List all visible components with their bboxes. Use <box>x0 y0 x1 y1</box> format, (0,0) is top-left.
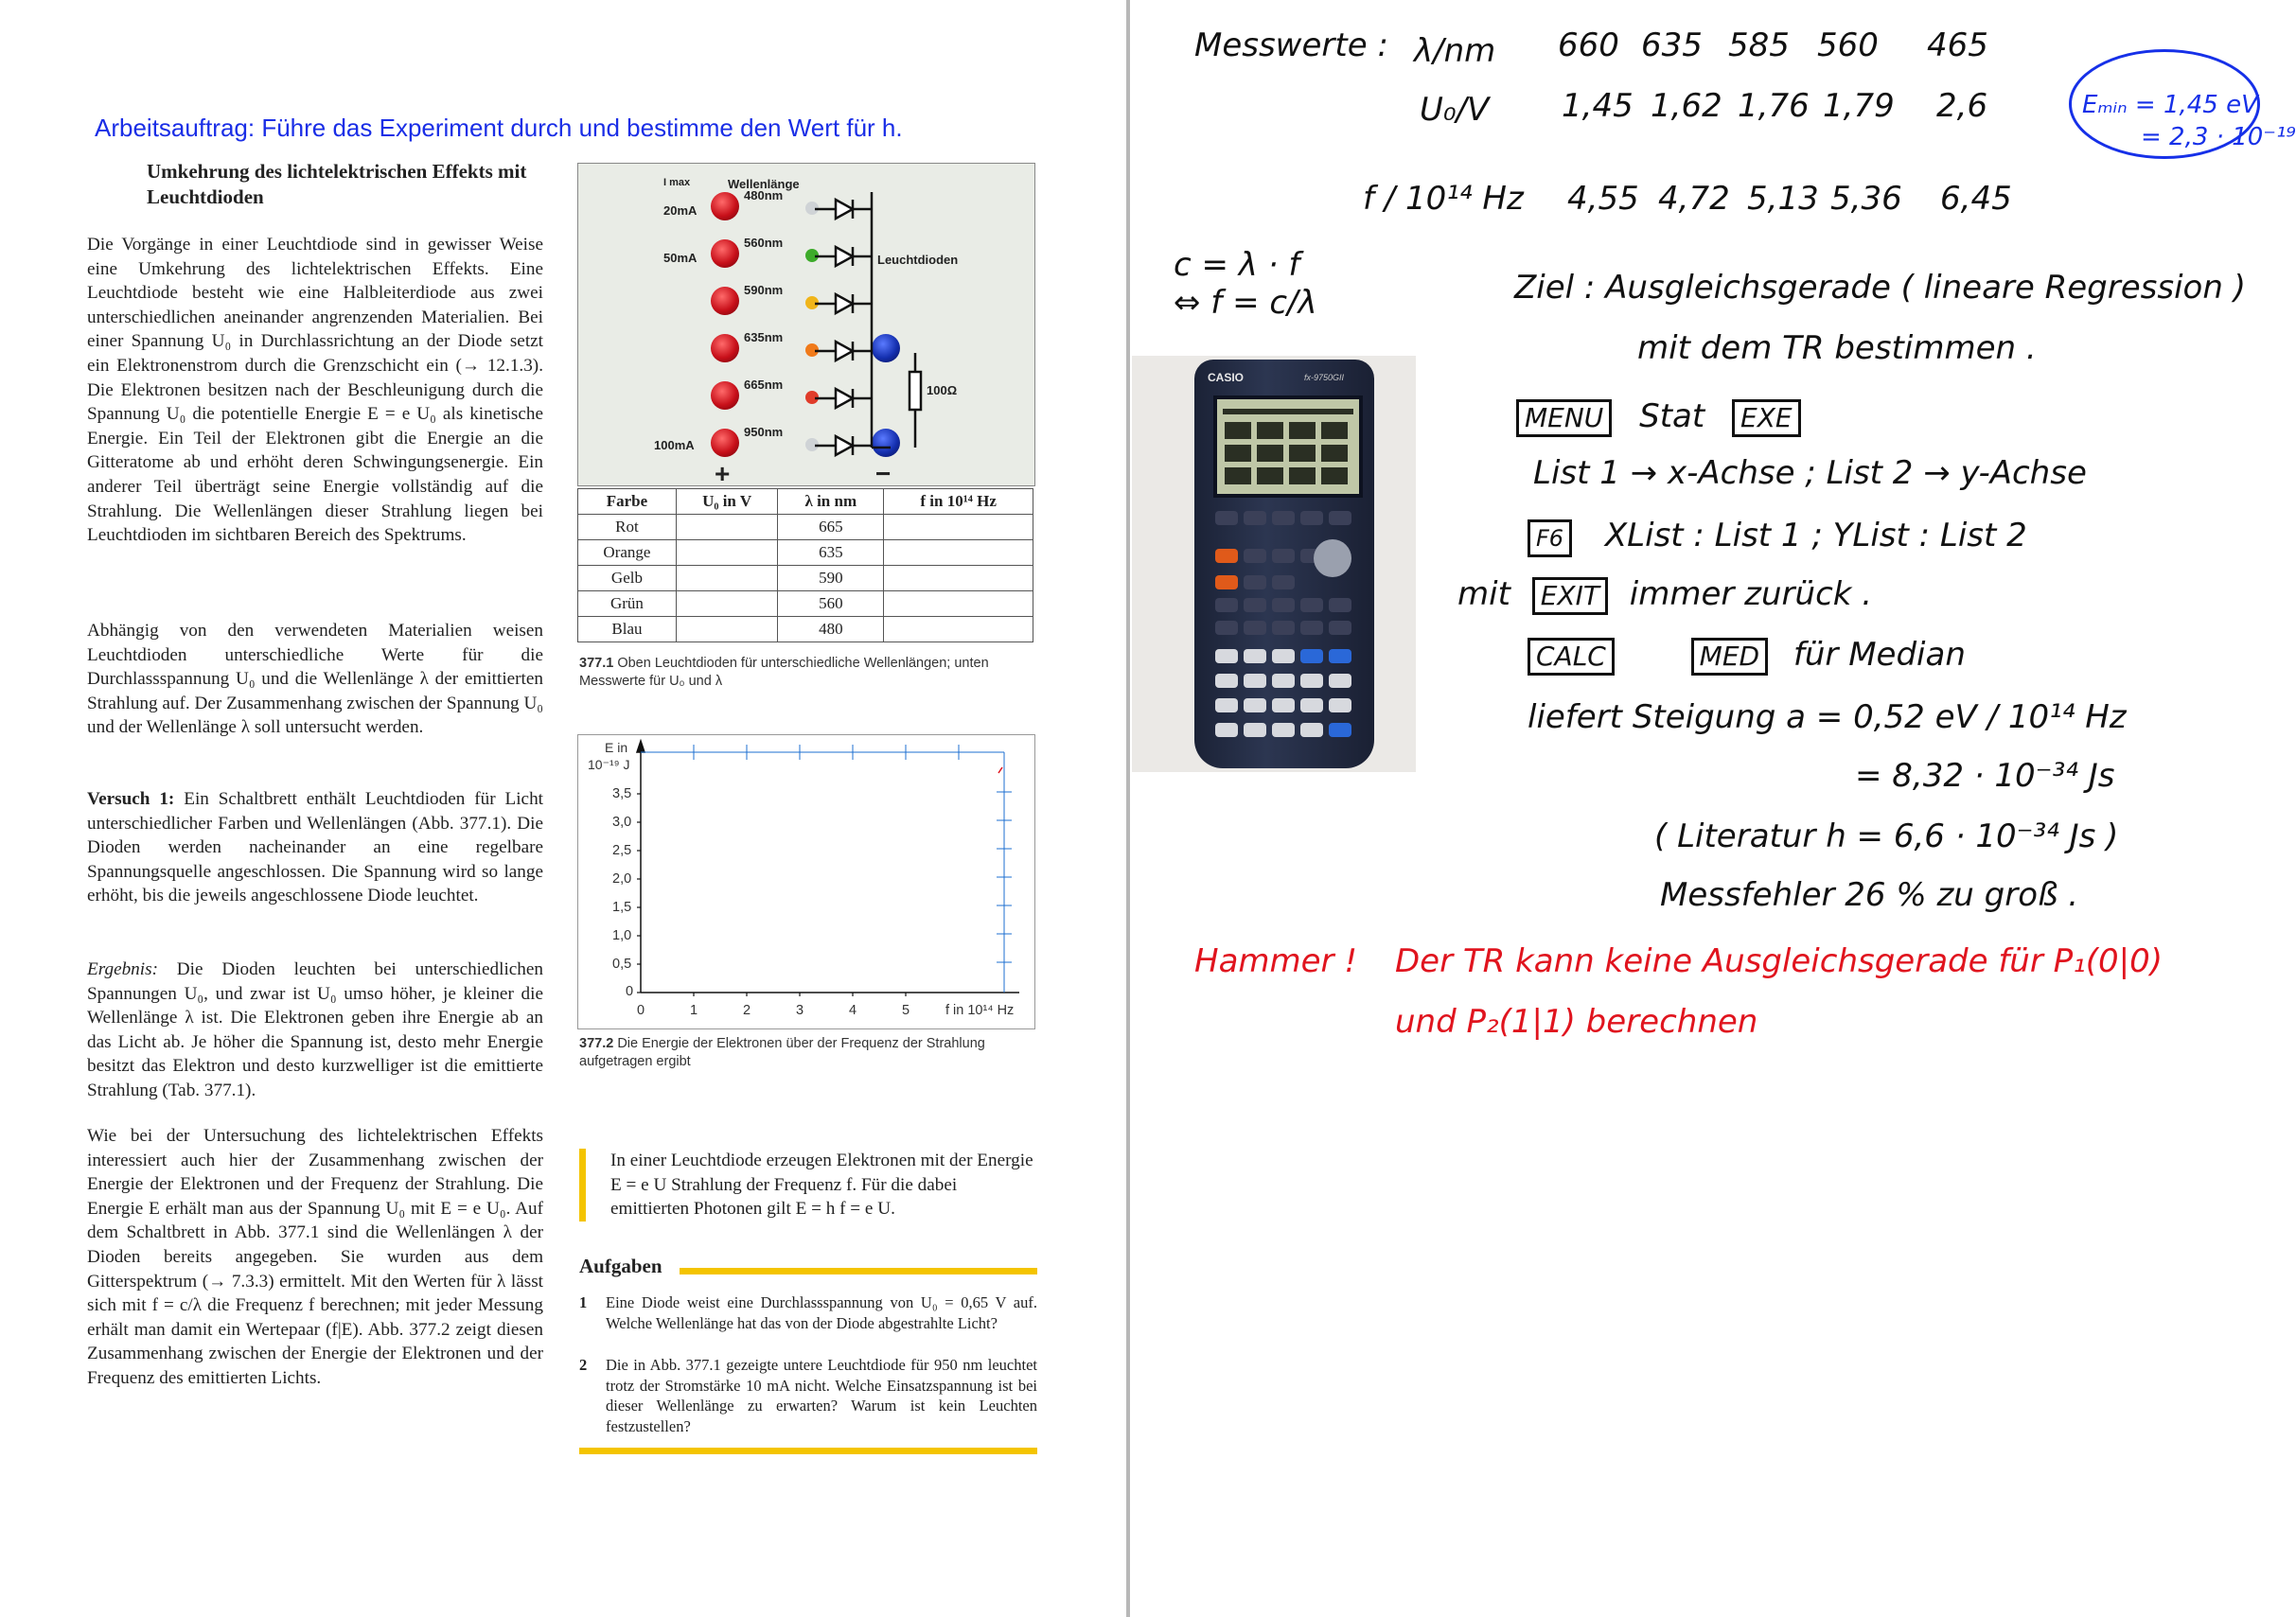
f-value: 6,45 <box>1940 180 2012 218</box>
red-note-line-2: und P₂(1|1) berechnen <box>1395 1003 1758 1041</box>
ziel-line: Ziel : Ausgleichsgerade ( lineare Regression ) <box>1514 269 2246 307</box>
socket-590 <box>711 287 739 315</box>
key <box>1215 621 1238 635</box>
current-100ma: 100mA <box>654 438 695 452</box>
u0-value: 2,6 <box>1936 87 1988 125</box>
y-tick: 3,0 <box>612 815 632 830</box>
cell: Blau <box>578 617 677 642</box>
cell <box>884 617 1033 642</box>
key <box>1215 598 1238 612</box>
key <box>1244 549 1266 563</box>
key <box>1244 649 1266 663</box>
y-tick: 2,0 <box>612 871 632 887</box>
socket-665 <box>711 381 739 410</box>
lambda-value: 635 <box>1641 26 1703 64</box>
key <box>1244 674 1266 688</box>
x-tick: 1 <box>690 1003 698 1018</box>
emin-line-2: = 2,3 · 10⁻¹⁹ <box>2141 123 2296 151</box>
task-number: 1 <box>579 1293 588 1311</box>
key-ac <box>1329 649 1351 663</box>
col-f: f in 10¹⁴ Hz <box>884 489 1033 515</box>
calculator-dpad <box>1314 539 1351 577</box>
task-text: Eine Diode weist eine Durchlassspannung von U₀ = 0,65 V auf. Welche Wellenlänge hat das von der Diode abgestrahlte Licht? <box>606 1293 1037 1332</box>
key <box>1215 698 1238 712</box>
xlist-ylist-line <box>1528 517 2027 557</box>
key <box>1272 621 1295 635</box>
col-farbe: Farbe <box>578 489 677 515</box>
lambda-label: λ/nm <box>1414 32 1496 70</box>
key <box>1272 698 1295 712</box>
assignment-text: Arbeitsauftrag: Führe das Experiment durch und bestimme den Wert für h. <box>95 114 903 142</box>
caption-377-1 <box>579 655 1033 691</box>
cell <box>884 540 1033 566</box>
key-shift <box>1215 549 1238 563</box>
key <box>1244 598 1266 612</box>
key <box>1215 649 1238 663</box>
error-line: Messfehler 26 % zu groß . <box>1660 876 2079 914</box>
measurement-table <box>577 488 1033 642</box>
cell <box>676 617 777 642</box>
diode-circuit-icon <box>815 183 928 466</box>
mit-text: mit <box>1457 575 1510 613</box>
led-board-photo <box>577 163 1035 486</box>
table-header-row <box>578 489 1033 515</box>
energy-frequency-graph <box>577 734 1035 1029</box>
cell: 665 <box>778 515 884 540</box>
task-number: 2 <box>579 1356 588 1374</box>
key <box>1300 598 1323 612</box>
col-lambda: λ in nm <box>778 489 884 515</box>
wl-950: 950nm <box>744 425 784 439</box>
cell <box>676 566 777 591</box>
exe-key-label: EXE <box>1732 399 1801 437</box>
table-row <box>578 566 1033 591</box>
key-del <box>1300 649 1323 663</box>
plus-terminal: + <box>715 459 731 488</box>
calculator-brand: CASIO <box>1208 371 1245 384</box>
y-tick: 0 <box>626 984 634 999</box>
f-value: 5,13 <box>1747 180 1819 218</box>
wl-560: 560nm <box>744 236 784 250</box>
key-exe <box>1329 723 1351 737</box>
wavelength-heading: Wellenlänge <box>728 177 800 191</box>
task-item-1 <box>579 1292 1037 1333</box>
key <box>1244 698 1266 712</box>
ergebnis-label: Ergebnis: <box>87 959 158 979</box>
cell: 480 <box>778 617 884 642</box>
table-row <box>578 591 1033 617</box>
key-alpha <box>1215 575 1238 589</box>
caption-377-2 <box>579 1035 1037 1071</box>
key <box>1329 511 1351 525</box>
cell: Rot <box>578 515 677 540</box>
key <box>1272 723 1295 737</box>
key <box>1300 621 1323 635</box>
stat-label: Stat <box>1639 397 1705 435</box>
list-axis-line: List 1 → x-Achse ; List 2 → y-Achse <box>1533 454 2087 492</box>
wl-590: 590nm <box>744 283 784 297</box>
calculator-keypad <box>1213 507 1355 763</box>
key <box>1244 511 1266 525</box>
key <box>1300 511 1323 525</box>
lambda-value: 660 <box>1558 26 1619 64</box>
current-50ma: 50mA <box>663 251 698 265</box>
red-note-line-1: Der TR kann keine Ausgleichsgerade für P₁(0|0) <box>1395 942 2164 980</box>
task-text: Die in Abb. 377.1 gezeigte untere Leuchtdiode für 950 nm leuchtet trotz der Stromstärke 10 mA nicht. Welche Einsatzspannung ist bei dieser Wellenlänge zu erwarten? Warum ist kein Leuchten festzustellen? <box>606 1356 1037 1435</box>
aufgaben-bottom-rule <box>579 1448 1037 1454</box>
literature-line: ( Literatur h = 6,6 · 10⁻³⁴ Js ) <box>1654 817 2119 855</box>
caption-377-1-text: Oben Leuchtdioden für unterschiedliche Wellenlängen; unten Messwerte für U₀ und λ <box>579 656 989 689</box>
socket-560 <box>711 239 739 268</box>
table-row <box>578 617 1033 642</box>
messwerte-label: Messwerte : <box>1194 26 1388 64</box>
cell <box>676 515 777 540</box>
aufgaben-title: Aufgaben <box>579 1255 662 1277</box>
x-tick: 2 <box>743 1003 751 1018</box>
leuchtdioden-label: Leuchtdioden <box>877 253 959 267</box>
ergebnis-text: Die Dioden leuchten bei unterschiedlichen Spannungen U₀, und zwar ist U₀ umso höher, je kleiner die Wellenlänge λ ist. Die Elektronen geben ihre Energie ab an das Licht ab. Je höher die Spannung ist, desto mehr Energie besitzt das Elektron und desto kurzwelliger ist die emittierte Strahlung (Tab. 377.1). <box>87 959 544 1100</box>
u0-label: U₀/V <box>1420 91 1490 129</box>
cell: 590 <box>778 566 884 591</box>
graph-y-unit: 10⁻¹⁹ J <box>588 757 630 772</box>
key-statement: In einer Leuchtdiode erzeugen Elektronen mit der Energie E = e U Strahlung der Frequenz f. Für die dabei emittierten Photonen gilt E = h f = e U. <box>579 1149 1037 1222</box>
caption-377-2-num: 377.2 <box>579 1036 614 1051</box>
key <box>1272 674 1295 688</box>
immer-text: immer zurück . <box>1629 575 1873 613</box>
cell <box>884 566 1033 591</box>
cell: 635 <box>778 540 884 566</box>
caption-377-2-text: Die Energie der Elektronen über der Frequenz der Strahlung aufgetragen ergibt <box>579 1036 985 1069</box>
emin-line-1: Eₘᵢₙ = 1,45 eV <box>2082 91 2258 119</box>
current-20ma: 20mA <box>663 203 698 218</box>
key <box>1244 575 1266 589</box>
cell <box>676 591 777 617</box>
menu-key-label: MENU <box>1516 399 1612 437</box>
key <box>1244 621 1266 635</box>
u0-value: 1,79 <box>1823 87 1895 125</box>
y-tick: 1,5 <box>612 900 632 915</box>
calculator-screen <box>1213 395 1363 498</box>
key <box>1329 621 1351 635</box>
socket-635 <box>711 334 739 362</box>
slope-line: liefert Steigung a = 0,52 eV / 10¹⁴ Hz <box>1528 698 2127 736</box>
lambda-value: 465 <box>1927 26 1988 64</box>
calc-med-line <box>1528 636 1966 676</box>
key <box>1272 511 1295 525</box>
u0-value: 1,45 <box>1562 87 1634 125</box>
versuch-paragraph <box>87 787 543 908</box>
calculator-model: fx-9750GII <box>1304 373 1345 382</box>
y-tick: 2,5 <box>612 843 632 858</box>
resistor-label: 100Ω <box>927 383 958 397</box>
versuch-label: Versuch 1: <box>87 789 175 809</box>
median-text: für Median <box>1793 636 1966 674</box>
key <box>1215 511 1238 525</box>
col-u0: U₀ in V <box>676 489 777 515</box>
wl-635: 635nm <box>744 330 784 344</box>
f-value: 4,72 <box>1658 180 1730 218</box>
task-item-2 <box>579 1355 1037 1436</box>
u0-value: 1,62 <box>1651 87 1722 125</box>
key <box>1329 598 1351 612</box>
minus-terminal: − <box>875 459 892 488</box>
key <box>1244 723 1266 737</box>
cell <box>676 540 777 566</box>
x-tick: 5 <box>902 1003 910 1018</box>
caption-377-1-num: 377.1 <box>579 656 614 671</box>
key <box>1300 723 1323 737</box>
hammer-text: Hammer ! <box>1194 942 1357 980</box>
f-label: f / 10¹⁴ Hz <box>1363 180 1524 218</box>
key <box>1272 575 1295 589</box>
wl-665: 665nm <box>744 378 784 392</box>
wl-480: 480nm <box>744 188 784 202</box>
y-tick: 0,5 <box>612 957 632 972</box>
table-row <box>578 515 1033 540</box>
page-divider <box>1126 0 1130 1617</box>
cell: 560 <box>778 591 884 617</box>
lambda-value: 560 <box>1817 26 1879 64</box>
key <box>1215 674 1238 688</box>
key <box>1300 698 1323 712</box>
paragraph-2: Abhängig von den verwendeten Materialien weisen Leuchtdioden unterschiedliche Werte für die Durchlassspannung U₀ und die Wellenlänge λ der emittierten Strahlung auf. Der Zusammenhang zwischen der Spannung U₀ und der Wellenlänge λ soll untersucht werden. <box>87 621 543 738</box>
paragraph-1: Die Vorgänge in einer Leuchtdiode sind in gewisser Weise eine Umkehrung des lichtelektrischen Effekts. Eine Leuchtdiode besteht wie eine Halbleiterdiode aus zwei unterschiedlichen aneinander angrenzenden Materialien. Bei einer Spannung U₀ in Durchlassrichtung an der Diode setzt ein Elektronenstrom durch die Grenzschicht ein (→ 12.1.3). Die Elektronen besitzen nach der Beschleunigung durch die Spannung U₀ die potentielle Energie E = e U₀ als kinetische Energie. Ein Teil der Elektronen gibt die Energie an die Gitteratome ab und erhöht deren Schwingungsenergie. Ein anderer Teil überträgt seine Energie vollständig auf die Strahlung. Die Wellenlängen dieser Strahlung liegen bei Leuchtdioden im sichtbaren Bereich des Spektrums. <box>87 235 543 546</box>
y-tick: 3,5 <box>612 786 632 801</box>
key <box>1272 649 1295 663</box>
aufgaben-rule <box>680 1268 1037 1274</box>
cell: Grün <box>578 591 677 617</box>
x-tick: 0 <box>637 1003 645 1018</box>
u0-value: 1,76 <box>1738 87 1810 125</box>
key <box>1272 549 1295 563</box>
imax-label: I max <box>663 177 691 188</box>
graph-x-title: f in 10¹⁴ Hz <box>945 1003 1015 1018</box>
menu-stat-exe <box>1516 397 1801 437</box>
exit-key-label: EXIT <box>1532 577 1608 615</box>
x-tick: 4 <box>849 1003 857 1018</box>
f-value: 5,36 <box>1830 180 1902 218</box>
cell: Orange <box>578 540 677 566</box>
formula-f: ⇔ f = c/λ <box>1174 284 1317 322</box>
xlist-text: XList : List 1 ; YList : List 2 <box>1604 517 2027 554</box>
section-title: Umkehrung des lichtelektrischen Effekts mit Leuchtdioden <box>147 160 527 208</box>
cell <box>884 591 1033 617</box>
key <box>1215 723 1238 737</box>
y-tick: 1,0 <box>612 928 632 943</box>
key <box>1300 674 1323 688</box>
formula-c: c = λ · f <box>1174 246 1300 284</box>
result-line: = 8,32 · 10⁻³⁴ Js <box>1855 757 2115 795</box>
f6-key-label: F6 <box>1528 519 1572 557</box>
lambda-value: 585 <box>1728 26 1790 64</box>
table-row <box>578 540 1033 566</box>
x-tick: 3 <box>796 1003 804 1018</box>
socket-950 <box>711 429 739 457</box>
ergebnis-paragraph <box>87 958 543 1103</box>
paragraph-3: Wie bei der Untersuchung des lichtelektrischen Effekts interessiert auch hier der Zusammenhang zwischen der Energie der Elektronen und der Frequenz der Strahlung. Die Energie E erhält man aus der Spannung U₀ mit E = e U₀. Auf dem Schaltbrett in Abb. 377.1 sind die Wellenlängen λ der Dioden bereits angegeben. Sie wurden aus dem Gitterspektrum (→ 7.3.3) ermittelt. Mit den Werten für λ lässt sich mit f = c/λ die Frequenz f berechnen; mit jeder Messung erhält man damit ein Wertepaar (f|E). Abb. 377.2 zeigt diesen Zusammenhang zwischen der Energie der Elektronen und der Frequenz des emittierten Lichts. <box>87 1126 543 1388</box>
key <box>1329 698 1351 712</box>
versuch-text: Ein Schaltbrett enthält Leuchtdioden für Licht unterschiedlicher Farben und Wellenlängen (Abb. 377.1). Die Dioden werden nacheinander an eine regelbare Spannungsquelle angeschlossen. Die Spannung wird so lange erhöht, bis die jeweils angeschlossene Diode leuchtet. <box>87 789 543 906</box>
graph-y-title: E in <box>605 740 628 755</box>
calculator-menu-grid-icon <box>1217 399 1359 494</box>
socket-480 <box>711 192 739 220</box>
key <box>1329 674 1351 688</box>
f-value: 4,55 <box>1567 180 1639 218</box>
exit-line <box>1457 575 1872 615</box>
calc-key-label: CALC <box>1528 638 1615 676</box>
cell: Gelb <box>578 566 677 591</box>
key <box>1272 598 1295 612</box>
cell <box>884 515 1033 540</box>
graph-axes <box>578 735 1034 1028</box>
ziel-line-2: mit dem TR bestimmen . <box>1637 329 2037 367</box>
med-key-label: MED <box>1691 638 1768 676</box>
